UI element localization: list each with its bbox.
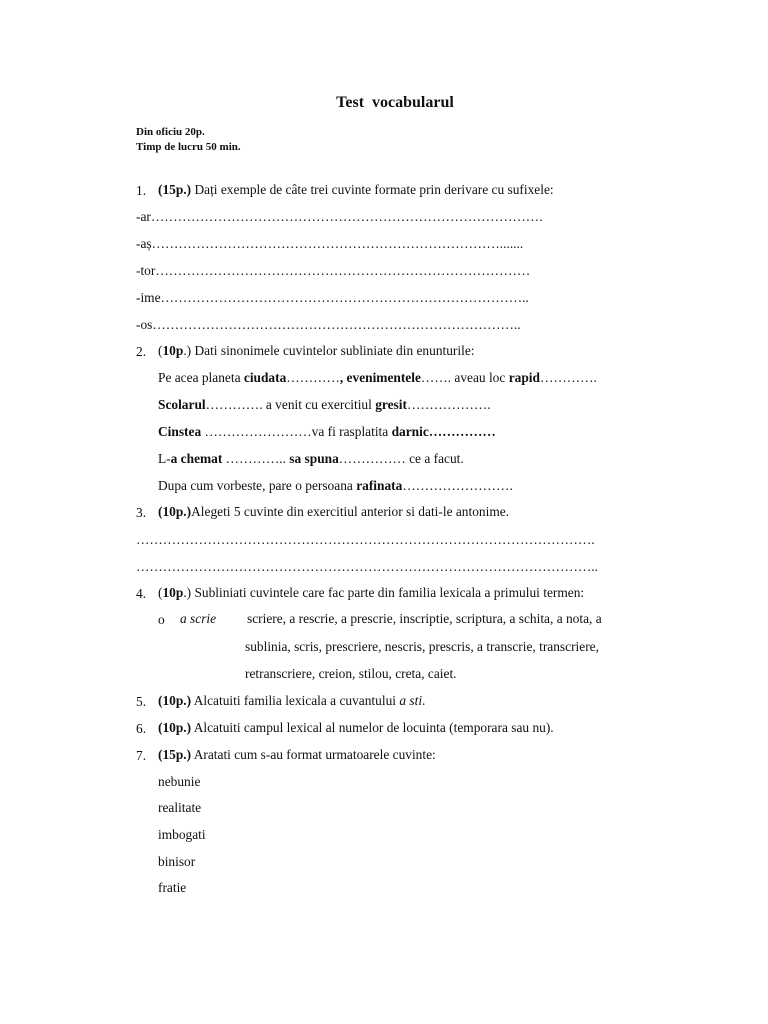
q3-answer-line-1: …………………………………………………………………………………………. [136,532,595,547]
q1-number: 1. [136,183,147,198]
q6-points: (10p.) [158,720,192,735]
q1-suffix-tor: -tor………………………………………………………………………… [136,263,531,278]
q2-number: 2. [136,344,147,359]
q2-sentence-4: L-a chemat ………….. sa spuna…………… ce a facut. [158,451,464,466]
q4-word-list-line-3: retranscriere, creion, stilou, creta, caiet. [245,666,457,681]
q7-word-fratie: fratie [158,880,187,895]
q1-suffix-ar: -ar……………………………………………………………………………. [136,209,543,224]
q1-suffix-ime: -ime……………………………………………………………………….. [136,290,529,305]
q2-sentence-1: Pe acea planeta ciudata…………, evenimentele……. aveau loc rapid…………. [158,370,597,385]
q3-text: Alegeti 5 cuvinte din exercitiul anterior si dati-le antonime. [191,504,510,519]
q2-sentence-3: Cinstea ……………………va fi rasplatita darnic…………… [158,424,496,439]
timp-de-lucru-note: Timp de lucru 50 min. [136,141,241,153]
q4-text: .) Subliniati cuvintele care fac parte din familia lexicala a primului termen: [183,585,585,600]
q7-word-nebunie: nebunie [158,774,201,789]
q4-points: 10p [162,585,184,600]
q3-number: 3. [136,505,147,520]
q1-suffix-as: -aș……………………………………………………………………....... [136,236,524,251]
q7-word-imbogati: imbogati [158,827,206,842]
q7-statement: (15p.) Aratati cum s-au format urmatoarele cuvinte: [158,747,436,762]
q5-statement: (10p.) Alcatuiti familia lexicala a cuvantului a sti. [158,693,426,708]
q5-number: 5. [136,694,147,709]
q4-word-list-line-2: sublinia, scris, prescriere, nescris, prescris, a transcrie, transcriere, [245,639,599,654]
q2-points: 10p [162,343,184,358]
q4-term: a scrie [180,611,217,626]
q7-word-realitate: realitate [158,800,202,815]
q7-word-binisor: binisor [158,854,196,869]
q3-statement [158,505,509,518]
q1-suffix-os: -os……………………………………………………………………….. [136,317,521,332]
q2-sentence-2: Scolarul…………. a venit cu exercitiul gresit………………. [158,397,491,412]
q4-statement: (10p.) Subliniati cuvintele care fac parte din familia lexicala a primului termen: [158,585,585,600]
q7-number: 7. [136,748,147,763]
q5-points: (10p.) [158,693,192,708]
q3-answer-line-2: ………………………………………………………………………………………….. [136,559,598,574]
q6-statement: (10p.) Alcatuiti campul lexical al numelor de locuinta (temporara sau nu). [158,720,554,735]
page-title: Test vocabularul [336,94,454,111]
q3-points: (10p.) [158,504,192,519]
din-oficiu-note: Din oficiu 20p. [136,126,205,138]
q6-number: 6. [136,721,147,736]
q4-number: 4. [136,586,147,601]
q2-text: .) Dati sinonimele cuvintelor subliniate din enunturile: [183,343,475,358]
q7-points: (15p.) [158,747,192,762]
q1-points: (15p.) [158,182,192,197]
q4-word-list-line-1: scriere, a rescrie, a prescrie, inscriptie, scriptura, a schita, a nota, a [247,611,602,626]
q5-term: a sti [399,693,423,708]
q4-bullet: o [158,612,165,627]
q2-statement: (10p.) Dati sinonimele cuvintelor subliniate din enunturile: [158,343,475,358]
q1-text: Dați exemple de câte trei cuvinte formate prin derivare cu sufixele: [191,182,554,197]
q2-sentence-5: Dupa cum vorbeste, pare o persoana rafinata……………………. [158,478,513,493]
q1-statement [158,183,554,196]
